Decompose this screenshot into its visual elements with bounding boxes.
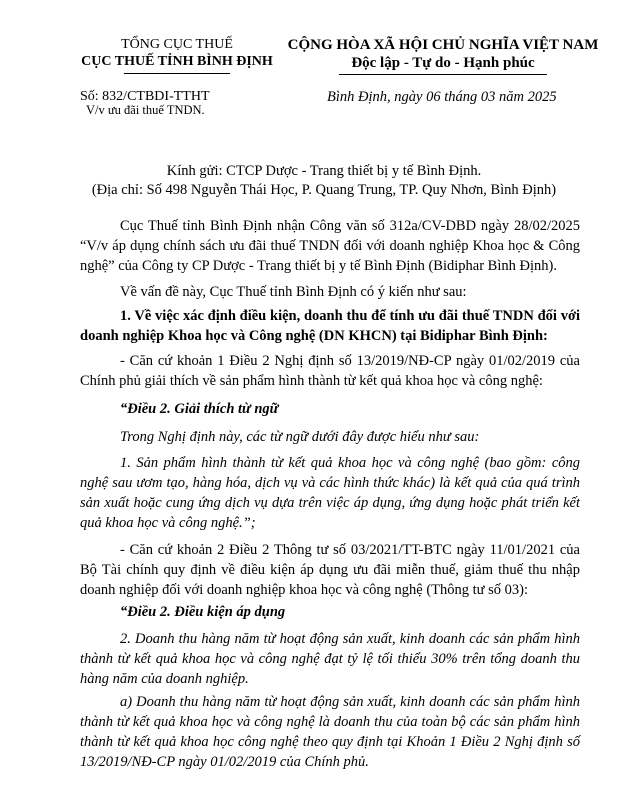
motto-underline — [339, 74, 547, 75]
national-block — [278, 36, 608, 72]
country-name: CỘNG HÒA XÃ HỘI CHỦ NGHĨA VIỆT NAM — [287, 37, 599, 53]
decree-citation-paragraph: - Căn cứ khoản 1 Điều 2 Nghị định số 13/2019/NĐ-CP ngày 01/02/2019 của Chính phủ giải thích về sản phẩm hình thành từ kết quả khoa học và công nghệ: — [80, 353, 580, 389]
agency-block — [70, 36, 284, 70]
agency-name: CỤC THUẾ TỈNH BÌNH ĐỊNH — [81, 54, 273, 69]
section-heading-1: 1. Về việc xác định điều kiện, doanh thu để tính ưu đãi thuế TNDN đối với doanh nghiệp Khoa học và Công nghệ (DN KHCN) tại Bidiphar Bình Định: — [80, 308, 580, 344]
place-date: Bình Định, ngày 06 tháng 03 năm 2025 — [327, 89, 557, 105]
recipient-line-1: Kính gửi: CTCP Dược - Trang thiết bị y tế Bình Định. — [166, 163, 482, 179]
doc-subject: V/v ưu đãi thuế TNDN. — [86, 103, 205, 117]
doc-number: Số: 832/CTBDI-TTHT — [80, 89, 210, 104]
agency-parent: TỔNG CỤC THUẾ — [121, 37, 233, 52]
quote-1-title: “Điều 2. Giải thích từ ngữ — [120, 401, 279, 417]
quote-2-title: “Điều 2. Điều kiện áp dụng — [120, 604, 286, 620]
quote-2-condition: 2. Doanh thu hàng năm từ hoạt động sản xuất, kinh doanh các sản phẩm hình thành từ kết quả khoa học và công nghệ đạt tỷ lệ tối thiểu 30% trên tổng doanh thu hàng năm của doanh nghiệp. — [80, 631, 580, 687]
quote-2-revenue-definition: a) Doanh thu hàng năm từ hoạt động sản xuất, kinh doanh các sản phẩm hình thành từ kết quả khoa học và công nghệ là doanh thu của toàn bộ các sản phẩm hình thành từ kết quả khoa học công nghệ theo quy định tại Khoản 1 Điều 2 Nghị định số 13/2019/NĐ-CP ngày 01/02/2019 của Chính phủ. — [80, 694, 580, 770]
quote-1-definition: 1. Sản phẩm hình thành từ kết quả khoa học và công nghệ (bao gồm: công nghệ sau ươm tạo, hàng hóa, dịch vụ và các hình thức khác) là kết quả của quá trình sản xuất hoặc cung ứng dịch vụ dựa trên việc áp dụng, ứng dụng hoặc phát triển kết quả khoa học và công nghệ.”; — [80, 455, 580, 531]
circular-citation-paragraph: - Căn cứ khoản 2 Điều 2 Thông tư số 03/2021/TT-BTC ngày 11/01/2021 của Bộ Tài chính quy định về điều kiện áp dụng ưu đãi miễn thuế, giảm thuế thu nhập doanh nghiệp đối với doanh nghiệp khoa học và công nghệ (Thông tư số 03): — [80, 542, 580, 598]
quote-1-intro: Trong Nghị định này, các từ ngữ dưới đây được hiểu như sau: — [120, 429, 480, 445]
recipient-line-2: (Địa chỉ: Số 498 Nguyễn Thái Học, P. Quang Trung, TP. Quy Nhơn, Bình Định) — [91, 182, 557, 198]
intro-paragraph: Cục Thuế tỉnh Bình Định nhận Công văn số 312a/CV-DBD ngày 28/02/2025 “V/v áp dụng chính sách ưu đãi thuế TNDN đối với doanh nghiệp Khoa học & Công nghệ” của Công ty CP Dược - Trang thiết bị y tế Bình Định (Bidiphar Bình Định). — [80, 218, 580, 274]
opinion-paragraph: Về vấn đề này, Cục Thuế tỉnh Bình Định có ý kiến như sau: — [120, 284, 467, 300]
agency-underline — [124, 73, 230, 74]
motto: Độc lập - Tự do - Hạnh phúc — [351, 55, 535, 71]
